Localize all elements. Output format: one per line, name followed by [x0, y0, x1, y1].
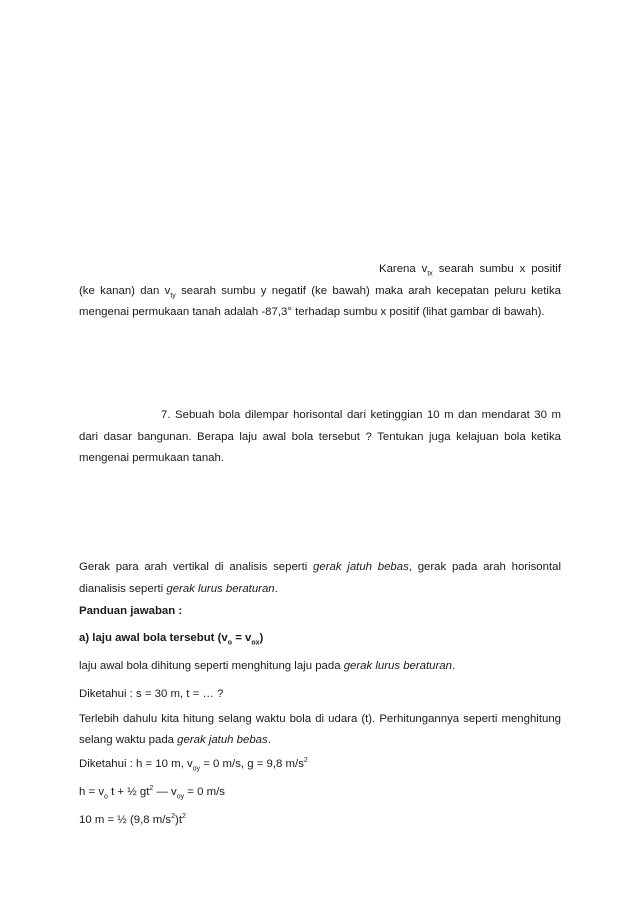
text-segment: . [451, 660, 456, 672]
subscript: oy [176, 793, 185, 801]
text-segment: ) [259, 632, 264, 644]
question-text: 7. Sebuah bola dilempar horisontal dari ketinggian 10 m dan mendarat 30 m dari dasar bangunan. Berapa laju awal bola tersebut ? Tentukan juga kelajuan bola ketika mengenai permukaan tanah. [79, 409, 561, 464]
subscript: o [104, 793, 108, 801]
text-segment: . [274, 582, 278, 595]
paragraph-time-in-air [79, 709, 561, 751]
text-segment: , gerak pada arah horisontal dianalisis seperti [79, 561, 562, 595]
question-7 [79, 405, 561, 470]
superscript: 2 [303, 757, 308, 765]
text-segment: a) laju awal bola tersebut (v [79, 632, 228, 644]
superscript: 2 [171, 813, 176, 821]
paragraph-velocity-direction [79, 259, 561, 324]
subscript: tx [427, 270, 433, 278]
text-segment: Karena v [379, 263, 428, 275]
text-segment: = 0 m/s [184, 786, 225, 798]
heading-text: Panduan jawaban : [79, 605, 183, 617]
emphasis: gerak jatuh bebas [313, 561, 409, 573]
text-segment: searah sumbu y negatif (ke bawah) maka arah kecepatan peluru ketika mengenai permukaan tanah adalah -87,3° terhadap sumbu x positif (lihat gambar di bawah). [79, 284, 561, 318]
text-segment: — v [153, 786, 177, 798]
text-segment: t + ½ gt [107, 786, 150, 798]
text-segment: )t [175, 814, 182, 826]
text-segment: . [267, 734, 271, 746]
text-segment: 10 m = ½ (9,8 m/s [79, 814, 172, 826]
given-values-1 [79, 686, 561, 702]
paragraph-motion-analysis [79, 557, 561, 600]
text-segment: laju awal bola dihitung seperti menghitung laju pada [79, 660, 344, 672]
subscript: o [227, 639, 233, 647]
text-segment: Terlebih dahulu kita hitung selang waktu bola di udara (t). Perhitungannya seperti menghitung selang waktu pada [79, 713, 561, 746]
equation-height [79, 784, 561, 800]
superscript: 2 [149, 785, 154, 793]
paragraph-initial-speed [79, 658, 561, 674]
text-segment: = v [232, 632, 252, 644]
text-segment: Diketahui : s = 30 m, t = … ? [79, 688, 224, 700]
answer-guide-heading [79, 603, 561, 619]
subscript: ox [251, 639, 260, 647]
subscript: ty [170, 291, 176, 299]
superscript: 2 [182, 813, 186, 821]
text-segment: searah sumbu x positif (ke kanan) dan v [79, 263, 561, 297]
emphasis: gerak lurus beraturan [343, 660, 452, 672]
text-segment: Gerak para arah vertikal di analisis seperti [79, 561, 314, 573]
given-values-2 [79, 756, 561, 772]
subscript: oy [192, 765, 201, 773]
text-segment: h = v [79, 786, 105, 798]
text-segment: = 0 m/s, g = 9,8 m/s [200, 758, 304, 770]
subheading-initial-speed [79, 630, 561, 646]
emphasis: gerak lurus beraturan [166, 582, 275, 595]
emphasis: gerak jatuh bebas [177, 734, 268, 746]
equation-substitution [79, 812, 561, 828]
text-segment: Diketahui : h = 10 m, v [79, 758, 193, 770]
